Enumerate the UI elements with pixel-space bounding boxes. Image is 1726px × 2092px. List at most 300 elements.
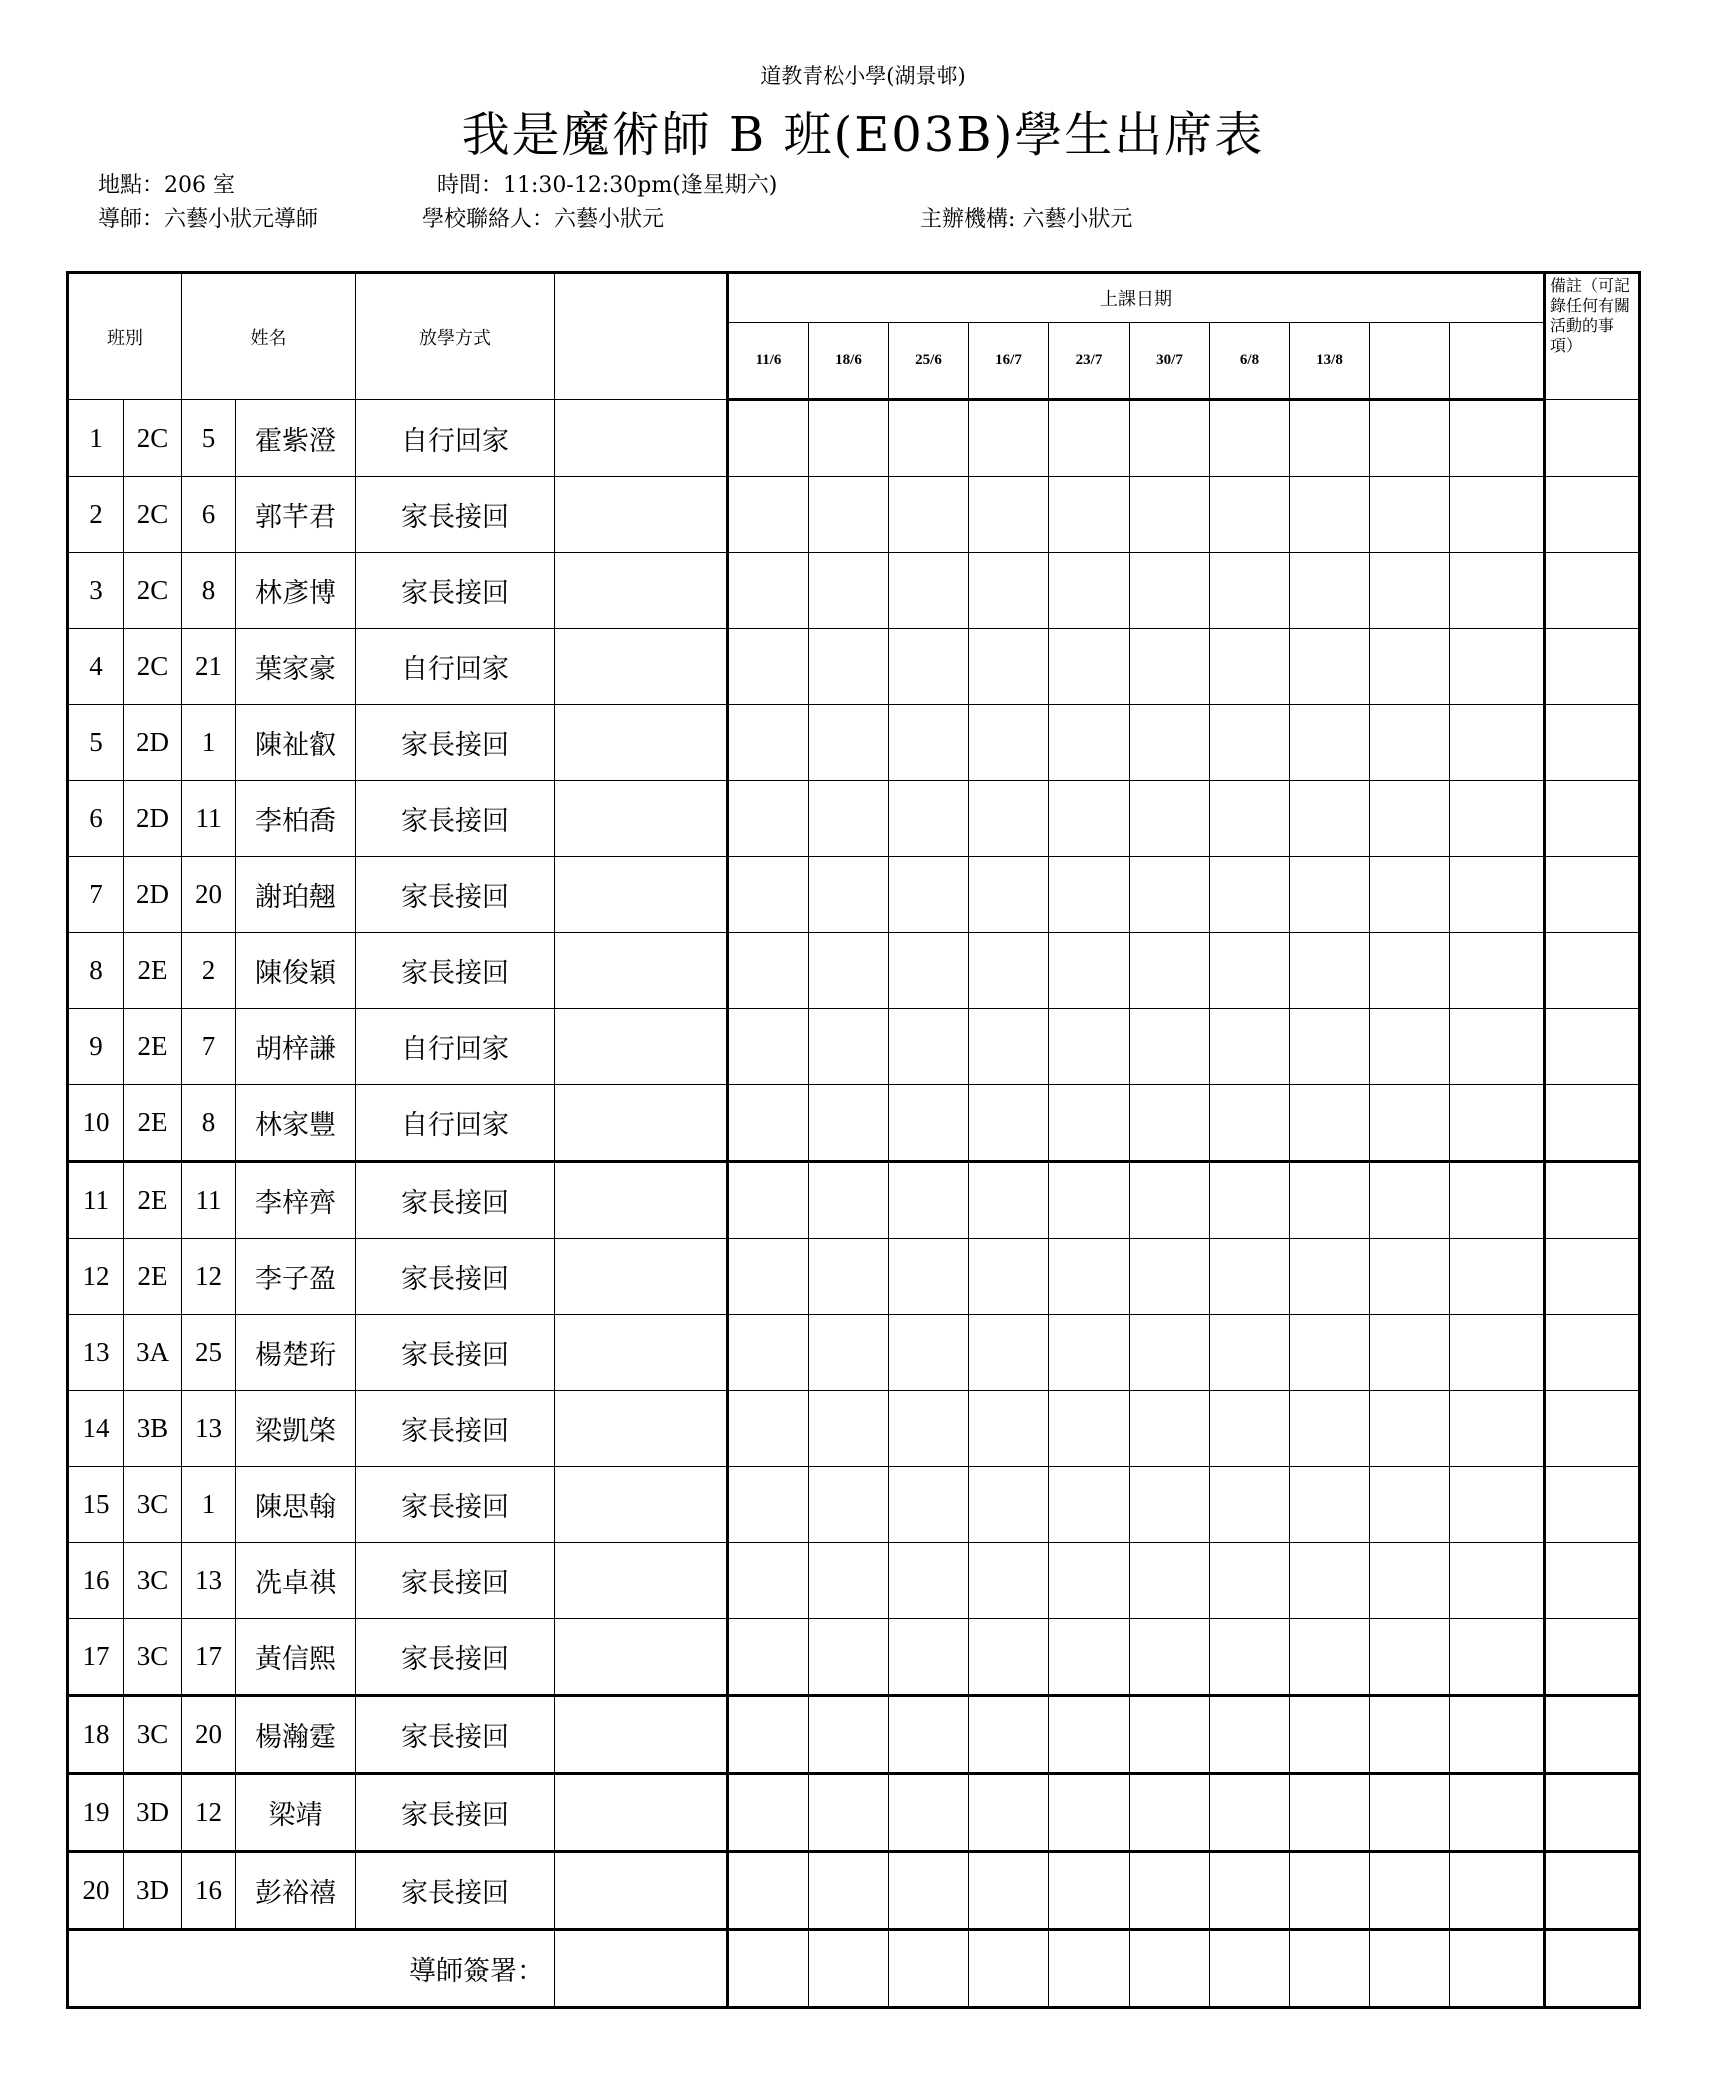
attendance-cell[interactable] (1130, 1391, 1210, 1467)
student-name: 陳俊穎 (236, 933, 356, 1009)
student-name: 梁靖 (236, 1774, 356, 1852)
attendance-cell[interactable] (1130, 553, 1210, 629)
attendance-cell[interactable] (728, 1239, 809, 1315)
attendance-cell[interactable] (1130, 1774, 1210, 1852)
attendance-cell[interactable] (809, 1391, 889, 1467)
attendance-cell[interactable] (1370, 629, 1450, 705)
attendance-cell[interactable] (728, 1543, 809, 1619)
attendance-cell[interactable] (889, 629, 969, 705)
class-number: 20 (182, 1696, 236, 1774)
notes-cell[interactable] (1545, 1009, 1640, 1085)
attendance-cell[interactable] (969, 553, 1049, 629)
blank-cell (555, 1619, 728, 1696)
student-name: 林家豐 (236, 1085, 356, 1162)
attendance-cell[interactable] (1290, 1315, 1370, 1391)
attendance-cell[interactable] (1130, 400, 1210, 477)
attendance-cell[interactable] (728, 1619, 809, 1696)
attendance-cell[interactable] (1450, 1774, 1545, 1852)
attendance-cell[interactable] (969, 1543, 1049, 1619)
row-number: 13 (68, 1315, 124, 1391)
attendance-cell[interactable] (969, 400, 1049, 477)
attendance-cell[interactable] (889, 1009, 969, 1085)
notes-cell[interactable] (1545, 1930, 1640, 2008)
attendance-cell[interactable] (969, 857, 1049, 933)
signature-cell[interactable] (1130, 1930, 1210, 2008)
attendance-cell[interactable] (728, 477, 809, 553)
signature-cell[interactable] (1210, 1930, 1290, 2008)
attendance-cell[interactable] (1450, 781, 1545, 857)
attendance-cell[interactable] (728, 1085, 809, 1162)
notes-cell[interactable] (1545, 629, 1640, 705)
attendance-cell[interactable] (1290, 1391, 1370, 1467)
notes-cell[interactable] (1545, 1543, 1640, 1619)
attendance-cell[interactable] (969, 705, 1049, 781)
attendance-cell[interactable] (1370, 1543, 1450, 1619)
attendance-cell[interactable] (809, 400, 889, 477)
dismissal-method: 家長接回 (356, 1619, 555, 1696)
attendance-cell[interactable] (1049, 400, 1130, 477)
class-cell: 3A (124, 1315, 182, 1391)
attendance-cell[interactable] (1450, 1696, 1545, 1774)
attendance-cell[interactable] (1450, 1619, 1545, 1696)
attendance-cell[interactable] (1450, 1239, 1545, 1315)
attendance-cell[interactable] (1130, 857, 1210, 933)
row-number: 12 (68, 1239, 124, 1315)
dismissal-method: 自行回家 (356, 400, 555, 477)
attendance-cell[interactable] (889, 705, 969, 781)
attendance-cell[interactable] (889, 1852, 969, 1930)
notes-cell[interactable] (1545, 1467, 1640, 1543)
attendance-cell[interactable] (1290, 1696, 1370, 1774)
attendance-cell[interactable] (1290, 1852, 1370, 1930)
table-row (68, 1009, 1640, 1085)
attendance-cell[interactable] (889, 1774, 969, 1852)
attendance-cell[interactable] (728, 1162, 809, 1239)
attendance-cell[interactable] (969, 1391, 1049, 1467)
attendance-cell[interactable] (1370, 1315, 1450, 1391)
attendance-cell[interactable] (889, 1391, 969, 1467)
attendance-cell[interactable] (1370, 1696, 1450, 1774)
attendance-cell[interactable] (1450, 1085, 1545, 1162)
table-row (68, 1619, 1640, 1696)
attendance-cell[interactable] (969, 629, 1049, 705)
attendance-cell[interactable] (809, 1696, 889, 1774)
class-cell: 3D (124, 1852, 182, 1930)
notes-cell[interactable] (1545, 400, 1640, 477)
dismissal-method: 家長接回 (356, 857, 555, 933)
student-name: 霍紫澄 (236, 400, 356, 477)
attendance-cell[interactable] (1210, 1391, 1290, 1467)
attendance-cell[interactable] (969, 1696, 1049, 1774)
blank-header (555, 273, 728, 400)
attendance-cell[interactable] (1290, 1543, 1370, 1619)
attendance-cell[interactable] (1210, 553, 1290, 629)
attendance-cell[interactable] (969, 1239, 1049, 1315)
attendance-cell[interactable] (1450, 1467, 1545, 1543)
attendance-cell[interactable] (1130, 1543, 1210, 1619)
attendance-cell[interactable] (1210, 781, 1290, 857)
row-number: 6 (68, 781, 124, 857)
dismissal-method: 家長接回 (356, 553, 555, 629)
attendance-cell[interactable] (1049, 1085, 1130, 1162)
table-row (68, 629, 1640, 705)
signature-cell[interactable] (969, 1930, 1049, 2008)
signature-row (68, 1930, 1640, 2008)
row-number: 11 (68, 1162, 124, 1239)
blank-cell (555, 1774, 728, 1852)
attendance-cell[interactable] (809, 1619, 889, 1696)
notes-cell[interactable] (1545, 1085, 1640, 1162)
attendance-cell[interactable] (1130, 781, 1210, 857)
table-row (68, 1239, 1640, 1315)
attendance-cell[interactable] (1049, 1619, 1130, 1696)
attendance-cell[interactable] (1049, 553, 1130, 629)
attendance-cell[interactable] (1290, 781, 1370, 857)
attendance-cell[interactable] (728, 1467, 809, 1543)
attendance-cell[interactable] (969, 1162, 1049, 1239)
attendance-cell[interactable] (1049, 1315, 1130, 1391)
attendance-cell[interactable] (969, 781, 1049, 857)
attendance-cell[interactable] (1210, 1315, 1290, 1391)
attendance-cell[interactable] (889, 781, 969, 857)
attendance-cell[interactable] (889, 1543, 969, 1619)
attendance-cell[interactable] (809, 933, 889, 1009)
attendance-cell[interactable] (1130, 1467, 1210, 1543)
attendance-cell[interactable] (1290, 705, 1370, 781)
notes-cell[interactable] (1545, 933, 1640, 1009)
attendance-cell[interactable] (969, 1315, 1049, 1391)
attendance-cell[interactable] (809, 1543, 889, 1619)
class-number: 12 (182, 1239, 236, 1315)
attendance-cell[interactable] (1130, 1085, 1210, 1162)
attendance-cell[interactable] (889, 1315, 969, 1391)
attendance-cell[interactable] (1210, 1696, 1290, 1774)
attendance-cell[interactable] (1450, 629, 1545, 705)
notes-cell[interactable] (1545, 477, 1640, 553)
attendance-cell[interactable] (969, 1852, 1049, 1930)
attendance-cell[interactable] (1049, 1009, 1130, 1085)
attendance-cell[interactable] (1130, 705, 1210, 781)
signature-cell[interactable] (1049, 1930, 1130, 2008)
notes-cell[interactable] (1545, 1852, 1640, 1930)
attendance-cell[interactable] (1210, 1162, 1290, 1239)
attendance-cell[interactable] (1450, 933, 1545, 1009)
class-cell: 2D (124, 857, 182, 933)
attendance-cell[interactable] (728, 705, 809, 781)
attendance-cell[interactable] (1049, 1467, 1130, 1543)
attendance-cell[interactable] (1370, 933, 1450, 1009)
row-number: 16 (68, 1543, 124, 1619)
attendance-cell[interactable] (1450, 1852, 1545, 1930)
attendance-cell[interactable] (1210, 933, 1290, 1009)
attendance-cell[interactable] (728, 1774, 809, 1852)
attendance-cell[interactable] (728, 553, 809, 629)
notes-cell[interactable] (1545, 1315, 1640, 1391)
attendance-cell[interactable] (1049, 781, 1130, 857)
attendance-cell[interactable] (889, 1162, 969, 1239)
attendance-cell[interactable] (969, 1467, 1049, 1543)
row-number: 15 (68, 1467, 124, 1543)
notes-cell[interactable] (1545, 705, 1640, 781)
dismissal-method: 家長接回 (356, 1315, 555, 1391)
notes-cell[interactable] (1545, 1391, 1640, 1467)
attendance-cell[interactable] (809, 477, 889, 553)
attendance-cell[interactable] (809, 553, 889, 629)
attendance-cell[interactable] (1049, 1774, 1130, 1852)
signature-cell[interactable] (809, 1930, 889, 2008)
attendance-cell[interactable] (1370, 1619, 1450, 1696)
blank-cell (555, 629, 728, 705)
notes-cell[interactable] (1545, 857, 1640, 933)
class-number: 12 (182, 1774, 236, 1852)
student-name: 葉家豪 (236, 629, 356, 705)
blank-cell (555, 1543, 728, 1619)
attendance-cell[interactable] (1130, 629, 1210, 705)
attendance-cell[interactable] (809, 1162, 889, 1239)
attendance-cell[interactable] (1370, 1391, 1450, 1467)
attendance-cell[interactable] (1450, 400, 1545, 477)
attendance-cell[interactable] (969, 1085, 1049, 1162)
attendance-cell[interactable] (728, 781, 809, 857)
attendance-cell[interactable] (728, 1391, 809, 1467)
notes-cell[interactable] (1545, 1774, 1640, 1852)
class-number: 6 (182, 477, 236, 553)
attendance-cell[interactable] (1370, 1239, 1450, 1315)
attendance-cell[interactable] (1290, 553, 1370, 629)
attendance-cell[interactable] (1450, 1315, 1545, 1391)
attendance-cell[interactable] (1290, 1009, 1370, 1085)
row-number: 5 (68, 705, 124, 781)
attendance-cell[interactable] (969, 1009, 1049, 1085)
student-name: 郭芊君 (236, 477, 356, 553)
attendance-cell[interactable] (728, 1852, 809, 1930)
attendance-cell[interactable] (728, 1009, 809, 1085)
notes-cell[interactable] (1545, 781, 1640, 857)
attendance-cell[interactable] (1290, 1085, 1370, 1162)
attendance-cell[interactable] (1370, 553, 1450, 629)
attendance-cell[interactable] (1210, 857, 1290, 933)
attendance-cell[interactable] (1370, 705, 1450, 781)
date-header-2: 18/6 (809, 323, 889, 400)
attendance-cell[interactable] (969, 1619, 1049, 1696)
attendance-cell[interactable] (1290, 477, 1370, 553)
blank-cell (555, 1391, 728, 1467)
attendance-cell[interactable] (889, 553, 969, 629)
attendance-cell[interactable] (1290, 1467, 1370, 1543)
attendance-cell[interactable] (1370, 1467, 1450, 1543)
attendance-cell[interactable] (1450, 553, 1545, 629)
attendance-cell[interactable] (1130, 1852, 1210, 1930)
attendance-cell[interactable] (1130, 1619, 1210, 1696)
class-cell: 2C (124, 477, 182, 553)
notes-cell[interactable] (1545, 1162, 1640, 1239)
attendance-cell[interactable] (809, 857, 889, 933)
attendance-cell[interactable] (1450, 705, 1545, 781)
class-number: 7 (182, 1009, 236, 1085)
table-row (68, 705, 1640, 781)
attendance-cell[interactable] (1210, 1467, 1290, 1543)
attendance-cell[interactable] (1290, 400, 1370, 477)
attendance-cell[interactable] (889, 477, 969, 553)
attendance-cell[interactable] (809, 1315, 889, 1391)
blank-cell (555, 553, 728, 629)
attendance-cell[interactable] (1450, 857, 1545, 933)
attendance-cell[interactable] (889, 1696, 969, 1774)
attendance-cell[interactable] (728, 933, 809, 1009)
attendance-cell[interactable] (1290, 1239, 1370, 1315)
attendance-cell[interactable] (1370, 1774, 1450, 1852)
signature-cell[interactable] (1370, 1930, 1450, 2008)
attendance-cell[interactable] (889, 1619, 969, 1696)
notes-header: 備註（可記錄任何有關活動的事項） (1545, 273, 1640, 400)
date-header-8: 13/8 (1290, 323, 1370, 400)
notes-cell[interactable] (1545, 1239, 1640, 1315)
attendance-cell[interactable] (809, 629, 889, 705)
attendance-cell[interactable] (1210, 629, 1290, 705)
attendance-cell[interactable] (1210, 1852, 1290, 1930)
student-name: 楊楚珩 (236, 1315, 356, 1391)
notes-cell[interactable] (1545, 553, 1640, 629)
attendance-cell[interactable] (1130, 1009, 1210, 1085)
attendance-cell[interactable] (1130, 933, 1210, 1009)
class-cell: 3B (124, 1391, 182, 1467)
attendance-cell[interactable] (809, 1085, 889, 1162)
attendance-cell[interactable] (1450, 1009, 1545, 1085)
attendance-cell[interactable] (728, 857, 809, 933)
attendance-cell[interactable] (728, 400, 809, 477)
attendance-cell[interactable] (1370, 1085, 1450, 1162)
attendance-cell[interactable] (1049, 1852, 1130, 1930)
attendance-cell[interactable] (1290, 1619, 1370, 1696)
attendance-cell[interactable] (1130, 477, 1210, 553)
attendance-cell[interactable] (1210, 1619, 1290, 1696)
time-label: 時間：11:30-12:30pm(逢星期六) (437, 173, 778, 198)
attendance-cell[interactable] (1049, 1239, 1130, 1315)
attendance-cell[interactable] (809, 781, 889, 857)
blank-cell (555, 1930, 728, 2008)
dismissal-method: 家長接回 (356, 1774, 555, 1852)
student-name: 黃信熙 (236, 1619, 356, 1696)
attendance-cell[interactable] (1210, 1543, 1290, 1619)
attendance-cell[interactable] (1049, 933, 1130, 1009)
attendance-cell[interactable] (1210, 1239, 1290, 1315)
attendance-cell[interactable] (1049, 857, 1130, 933)
attendance-cell[interactable] (1290, 1162, 1370, 1239)
attendance-cell[interactable] (1049, 1543, 1130, 1619)
attendance-cell[interactable] (1450, 477, 1545, 553)
attendance-cell[interactable] (1210, 400, 1290, 477)
attendance-cell[interactable] (1210, 705, 1290, 781)
dismissal-header: 放學方式 (356, 273, 555, 400)
attendance-cell[interactable] (1370, 781, 1450, 857)
dismissal-method: 家長接回 (356, 477, 555, 553)
attendance-cell[interactable] (1049, 477, 1130, 553)
table-row (68, 1467, 1640, 1543)
attendance-cell[interactable] (1049, 1696, 1130, 1774)
row-number: 18 (68, 1696, 124, 1774)
attendance-cell[interactable] (1450, 1543, 1545, 1619)
attendance-cell[interactable] (1130, 1315, 1210, 1391)
attendance-cell[interactable] (809, 705, 889, 781)
attendance-cell[interactable] (809, 1852, 889, 1930)
attendance-cell[interactable] (1210, 1009, 1290, 1085)
notes-cell[interactable] (1545, 1619, 1640, 1696)
attendance-cell[interactable] (809, 1009, 889, 1085)
row-number: 9 (68, 1009, 124, 1085)
attendance-cell[interactable] (1130, 1696, 1210, 1774)
signature-cell[interactable] (728, 1930, 809, 2008)
attendance-cell[interactable] (1290, 629, 1370, 705)
class-cell: 3C (124, 1619, 182, 1696)
attendance-cell[interactable] (1370, 857, 1450, 933)
attendance-cell[interactable] (728, 629, 809, 705)
attendance-cell[interactable] (889, 1467, 969, 1543)
attendance-cell[interactable] (728, 1315, 809, 1391)
attendance-cell[interactable] (889, 1239, 969, 1315)
blank-cell (555, 1085, 728, 1162)
dismissal-method: 家長接回 (356, 1852, 555, 1930)
notes-cell[interactable] (1545, 1696, 1640, 1774)
attendance-cell[interactable] (889, 400, 969, 477)
attendance-cell[interactable] (1290, 857, 1370, 933)
attendance-cell[interactable] (1130, 1162, 1210, 1239)
attendance-cell[interactable] (809, 1774, 889, 1852)
signature-cell[interactable] (1290, 1930, 1370, 2008)
attendance-cell[interactable] (889, 1085, 969, 1162)
blank-cell (555, 1852, 728, 1930)
attendance-cell[interactable] (809, 1467, 889, 1543)
attendance-cell[interactable] (969, 933, 1049, 1009)
attendance-cell[interactable] (1450, 1391, 1545, 1467)
attendance-cell[interactable] (969, 1774, 1049, 1852)
attendance-cell[interactable] (1049, 1162, 1130, 1239)
attendance-cell[interactable] (1049, 1391, 1130, 1467)
dates-header: 上課日期 (728, 273, 1545, 323)
row-number: 14 (68, 1391, 124, 1467)
signature-cell[interactable] (889, 1930, 969, 2008)
attendance-cell[interactable] (1370, 477, 1450, 553)
class-cell: 2C (124, 629, 182, 705)
attendance-cell[interactable] (889, 857, 969, 933)
attendance-cell[interactable] (809, 1239, 889, 1315)
attendance-cell[interactable] (889, 933, 969, 1009)
attendance-cell[interactable] (1370, 400, 1450, 477)
class-number: 13 (182, 1391, 236, 1467)
student-name: 彭裕禧 (236, 1852, 356, 1930)
attendance-cell[interactable] (1049, 705, 1130, 781)
table-row (68, 553, 1640, 629)
attendance-cell[interactable] (1290, 1774, 1370, 1852)
blank-cell (555, 705, 728, 781)
date-header-3: 25/6 (889, 323, 969, 400)
signature-cell[interactable] (1450, 1930, 1545, 2008)
attendance-cell[interactable] (1290, 933, 1370, 1009)
attendance-cell[interactable] (1370, 1162, 1450, 1239)
attendance-cell[interactable] (1049, 629, 1130, 705)
attendance-cell[interactable] (1130, 1239, 1210, 1315)
attendance-cell[interactable] (1210, 477, 1290, 553)
attendance-cell[interactable] (1450, 1162, 1545, 1239)
attendance-cell[interactable] (1370, 1852, 1450, 1930)
blank-cell (555, 781, 728, 857)
attendance-cell[interactable] (1210, 1774, 1290, 1852)
attendance-cell[interactable] (969, 477, 1049, 553)
attendance-cell[interactable] (1210, 1085, 1290, 1162)
attendance-cell[interactable] (728, 1696, 809, 1774)
table-row (68, 1162, 1640, 1239)
attendance-cell[interactable] (1370, 1009, 1450, 1085)
class-cell: 2E (124, 1239, 182, 1315)
